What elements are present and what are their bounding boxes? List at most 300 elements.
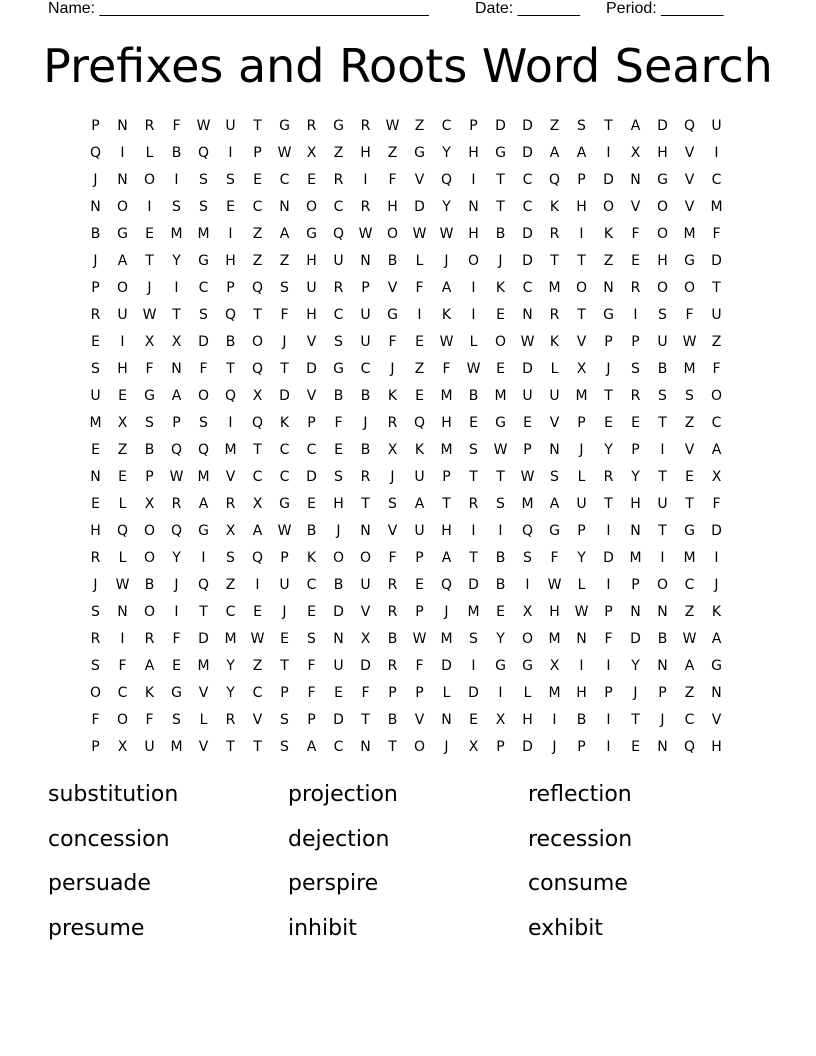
grid-letter: E: [415, 388, 424, 404]
grid-letter: X: [171, 334, 182, 350]
grid-letter: B: [171, 145, 182, 161]
grid-letter: K: [279, 415, 290, 431]
grid-letter: B: [360, 442, 371, 458]
grid-letter: K: [549, 199, 560, 215]
grid-letter: Z: [414, 118, 425, 134]
grid-letter: H: [522, 712, 533, 728]
grid-letter: C: [711, 415, 722, 431]
grid-letter: C: [252, 199, 263, 215]
grid-row: [82, 491, 732, 518]
grid-letter: D: [360, 658, 371, 674]
grid-letter: J: [147, 280, 152, 296]
grid-letter: W: [277, 523, 292, 539]
grid-letter: E: [91, 334, 100, 350]
grid-letter: O: [656, 577, 669, 593]
grid-letter: I: [498, 685, 503, 701]
grid-letter: X: [306, 145, 317, 161]
grid-letter: E: [307, 172, 316, 188]
grid-letter: L: [577, 469, 586, 485]
grid-letter: R: [603, 469, 614, 485]
grid-letter: I: [228, 226, 233, 242]
grid-letter: A: [117, 253, 128, 269]
grid-letter: W: [682, 631, 697, 647]
grid-letter: B: [144, 442, 155, 458]
grid-letter: N: [630, 172, 641, 188]
grid-letter: W: [439, 226, 454, 242]
grid-letter: U: [360, 307, 371, 323]
grid-letter: Y: [604, 442, 613, 458]
grid-letter: V: [549, 415, 560, 431]
grid-letter: I: [471, 172, 476, 188]
grid-letter: U: [360, 577, 371, 593]
grid-letter: O: [494, 334, 507, 350]
grid-letter: F: [415, 280, 424, 296]
grid-letter: O: [143, 604, 156, 620]
grid-letter: W: [250, 631, 265, 647]
grid-letter: F: [712, 226, 721, 242]
grid-letter: Q: [683, 739, 696, 755]
date-field: Date: _______: [475, 0, 580, 17]
grid-letter: E: [280, 631, 289, 647]
grid-letter: K: [549, 334, 560, 350]
grid-letter: X: [144, 334, 155, 350]
grid-letter: M: [629, 550, 642, 566]
grid-letter: E: [334, 442, 343, 458]
grid-letter: I: [417, 307, 422, 323]
grid-letter: W: [358, 226, 373, 242]
grid-letter: G: [144, 388, 155, 404]
word-list-item: exhibit: [528, 915, 603, 941]
grid-letter: H: [657, 253, 668, 269]
word-list-item: recession: [528, 826, 633, 852]
grid-letter: I: [174, 280, 179, 296]
grid-letter: U: [657, 334, 668, 350]
grid-letter: V: [684, 145, 695, 161]
grid-letter: C: [117, 685, 128, 701]
grid-letter: I: [471, 307, 476, 323]
grid-letter: S: [199, 172, 208, 188]
grid-letter: Q: [251, 280, 264, 296]
grid-letter: P: [226, 280, 235, 296]
grid-letter: A: [198, 496, 209, 512]
grid-letter: S: [307, 631, 316, 647]
grid-letter: F: [388, 550, 397, 566]
grid-letter: O: [359, 550, 372, 566]
grid-letter: E: [523, 415, 532, 431]
grid-letter: J: [606, 361, 611, 377]
grid-letter: F: [442, 361, 451, 377]
grid-letter: T: [280, 658, 289, 674]
grid-letter: Y: [442, 199, 451, 215]
grid-letter: C: [711, 172, 722, 188]
grid-letter: Y: [442, 145, 451, 161]
grid-letter: W: [412, 631, 427, 647]
grid-letter: N: [333, 631, 344, 647]
grid-letter: P: [577, 415, 586, 431]
word-list-item: inhibit: [288, 915, 357, 941]
grid-row: [82, 329, 732, 356]
grid-letter: I: [633, 307, 638, 323]
grid-letter: V: [198, 685, 209, 701]
grid-letter: L: [577, 577, 586, 593]
grid-letter: S: [145, 415, 154, 431]
grid-letter: K: [387, 388, 398, 404]
grid-letter: G: [495, 658, 506, 674]
grid-letter: D: [522, 118, 533, 134]
grid-letter: W: [520, 334, 535, 350]
grid-letter: A: [549, 145, 560, 161]
grid-letter: U: [333, 253, 344, 269]
grid-letter: M: [467, 604, 480, 620]
grid-letter: Q: [170, 523, 183, 539]
grid-letter: P: [307, 415, 316, 431]
grid-letter: F: [307, 658, 316, 674]
grid-letter: Q: [251, 415, 264, 431]
grid-letter: Q: [332, 226, 345, 242]
grid-letter: I: [255, 577, 260, 593]
grid-letter: W: [682, 334, 697, 350]
grid-letter: R: [90, 550, 101, 566]
grid-letter: I: [228, 415, 233, 431]
grid-letter: J: [633, 685, 638, 701]
grid-letter: G: [198, 523, 209, 539]
grid-letter: Q: [197, 442, 210, 458]
grid-letter: F: [145, 712, 154, 728]
grid-letter: W: [277, 145, 292, 161]
grid-row: [82, 545, 732, 572]
grid-letter: P: [388, 685, 397, 701]
grid-letter: J: [390, 361, 395, 377]
grid-letter: F: [361, 685, 370, 701]
grid-letter: E: [91, 442, 100, 458]
grid-letter: G: [684, 523, 695, 539]
grid-letter: G: [306, 226, 317, 242]
grid-letter: I: [120, 631, 125, 647]
grid-letter: X: [225, 523, 236, 539]
grid-letter: G: [495, 145, 506, 161]
grid-letter: T: [199, 604, 208, 620]
grid-letter: Z: [549, 118, 560, 134]
grid-letter: H: [441, 415, 452, 431]
grid-row: [82, 275, 732, 302]
grid-row: [82, 653, 732, 680]
grid-letter: E: [307, 604, 316, 620]
grid-letter: T: [361, 496, 370, 512]
grid-letter: M: [440, 388, 453, 404]
grid-letter: M: [683, 226, 696, 242]
grid-letter: X: [144, 496, 155, 512]
grid-letter: S: [334, 334, 343, 350]
grid-letter: C: [522, 280, 533, 296]
grid-letter: L: [550, 361, 559, 377]
grid-letter: I: [660, 550, 665, 566]
grid-letter: Z: [117, 442, 128, 458]
grid-letter: E: [172, 658, 181, 674]
grid-letter: M: [197, 658, 210, 674]
grid-letter: C: [225, 604, 236, 620]
grid-letter: E: [631, 415, 640, 431]
grid-letter: P: [631, 577, 640, 593]
grid-letter: J: [174, 577, 179, 593]
grid-letter: B: [90, 226, 101, 242]
grid-letter: P: [658, 685, 667, 701]
grid-letter: I: [120, 334, 125, 350]
grid-letter: T: [496, 469, 505, 485]
grid-letter: Q: [197, 577, 210, 593]
grid-letter: M: [548, 631, 561, 647]
grid-letter: M: [683, 361, 696, 377]
grid-letter: U: [657, 496, 668, 512]
grid-letter: R: [387, 604, 398, 620]
grid-letter: V: [387, 280, 398, 296]
grid-letter: D: [522, 361, 533, 377]
grid-letter: S: [280, 712, 289, 728]
grid-letter: D: [468, 577, 479, 593]
grid-letter: E: [307, 496, 316, 512]
grid-letter: W: [439, 334, 454, 350]
grid-letter: J: [363, 415, 368, 431]
grid-letter: P: [604, 685, 613, 701]
grid-letter: Q: [224, 388, 237, 404]
grid-letter: F: [145, 361, 154, 377]
grid-letter: B: [333, 577, 344, 593]
grid-letter: G: [279, 118, 290, 134]
word-list-item: reflection: [528, 782, 632, 807]
grid-letter: B: [387, 253, 398, 269]
grid-letter: F: [334, 415, 343, 431]
grid-letter: V: [306, 388, 317, 404]
grid-letter: N: [549, 442, 560, 458]
grid-letter: K: [306, 550, 317, 566]
grid-letter: T: [361, 712, 370, 728]
grid-letter: H: [333, 496, 344, 512]
grid-letter: N: [468, 199, 479, 215]
grid-letter: S: [550, 469, 559, 485]
grid-letter: E: [226, 199, 235, 215]
grid-letter: M: [89, 415, 102, 431]
grid-letter: C: [279, 442, 290, 458]
grid-letter: S: [658, 307, 667, 323]
word-list-item: substitution: [48, 782, 179, 807]
grid-letter: H: [360, 145, 371, 161]
grid-letter: M: [440, 442, 453, 458]
grid-letter: A: [441, 280, 452, 296]
grid-letter: Q: [521, 523, 534, 539]
grid-letter: G: [657, 172, 668, 188]
grid-letter: U: [711, 307, 722, 323]
grid-letter: L: [118, 550, 127, 566]
grid-letter: N: [117, 604, 128, 620]
grid-letter: Q: [224, 307, 237, 323]
grid-letter: M: [521, 496, 534, 512]
word-list-item: consume: [528, 871, 628, 896]
grid-letter: D: [333, 604, 344, 620]
grid-letter: O: [143, 523, 156, 539]
grid-letter: F: [550, 550, 559, 566]
grid-letter: Z: [333, 145, 344, 161]
grid-letter: G: [171, 685, 182, 701]
grid-letter: H: [576, 685, 587, 701]
grid-letter: R: [225, 496, 236, 512]
grid-row: [82, 626, 732, 653]
grid-letter: Y: [577, 550, 586, 566]
grid-letter: D: [630, 631, 641, 647]
grid-letter: P: [415, 604, 424, 620]
grid-letter: O: [656, 226, 669, 242]
grid-letter: B: [495, 226, 506, 242]
grid-row: [82, 383, 732, 410]
grid-row: [82, 680, 732, 707]
grid-letter: H: [117, 361, 128, 377]
grid-letter: E: [631, 739, 640, 755]
grid-letter: Y: [172, 253, 181, 269]
grid-letter: F: [172, 118, 181, 134]
grid-letter: D: [333, 712, 344, 728]
grid-letter: D: [711, 523, 722, 539]
grid-letter: E: [469, 415, 478, 431]
grid-letter: V: [630, 199, 641, 215]
grid-letter: V: [684, 199, 695, 215]
grid-letter: S: [280, 739, 289, 755]
grid-letter: R: [90, 307, 101, 323]
grid-letter: B: [360, 388, 371, 404]
grid-letter: R: [144, 631, 155, 647]
grid-letter: N: [630, 523, 641, 539]
grid-letter: O: [332, 550, 345, 566]
grid-letter: I: [147, 199, 152, 215]
grid-letter: B: [495, 550, 506, 566]
grid-letter: S: [199, 307, 208, 323]
grid-letter: O: [656, 199, 669, 215]
grid-letter: O: [143, 172, 156, 188]
grid-letter: S: [523, 550, 532, 566]
grid-letter: T: [253, 307, 262, 323]
grid-letter: D: [711, 253, 722, 269]
grid-letter: F: [388, 334, 397, 350]
word-search-grid: [82, 113, 732, 761]
grid-letter: D: [603, 550, 614, 566]
grid-letter: C: [684, 577, 695, 593]
grid-letter: N: [90, 469, 101, 485]
grid-letter: C: [279, 172, 290, 188]
grid-letter: B: [387, 631, 398, 647]
grid-letter: F: [604, 631, 613, 647]
grid-letter: G: [711, 658, 722, 674]
grid-letter: A: [279, 226, 290, 242]
grid-letter: S: [226, 172, 235, 188]
grid-letter: K: [711, 604, 722, 620]
grid-letter: S: [658, 388, 667, 404]
grid-letter: I: [606, 523, 611, 539]
grid-letter: I: [606, 739, 611, 755]
grid-letter: J: [444, 604, 449, 620]
grid-letter: V: [414, 712, 425, 728]
grid-letter: H: [576, 199, 587, 215]
grid-letter: R: [225, 712, 236, 728]
grid-letter: X: [117, 415, 128, 431]
word-list-item: persuade: [48, 871, 151, 896]
grid-letter: Q: [548, 172, 561, 188]
grid-letter: S: [388, 496, 397, 512]
grid-letter: P: [631, 334, 640, 350]
grid-letter: O: [116, 712, 129, 728]
grid-letter: P: [91, 280, 100, 296]
grid-letter: N: [171, 361, 182, 377]
grid-letter: F: [685, 307, 694, 323]
grid-letter: R: [387, 577, 398, 593]
grid-letter: M: [224, 442, 237, 458]
grid-letter: M: [224, 631, 237, 647]
grid-letter: N: [360, 739, 371, 755]
grid-letter: F: [91, 712, 100, 728]
grid-letter: O: [305, 199, 318, 215]
grid-letter: P: [577, 172, 586, 188]
grid-letter: N: [657, 658, 668, 674]
grid-letter: D: [603, 172, 614, 188]
grid-letter: I: [174, 172, 179, 188]
grid-letter: T: [577, 253, 586, 269]
grid-letter: U: [549, 388, 560, 404]
grid-letter: M: [710, 199, 723, 215]
grid-letter: Q: [116, 523, 129, 539]
grid-letter: Q: [197, 145, 210, 161]
grid-letter: X: [117, 739, 128, 755]
grid-letter: J: [93, 172, 98, 188]
grid-letter: U: [711, 118, 722, 134]
grid-letter: T: [685, 496, 694, 512]
grid-letter: W: [169, 469, 184, 485]
word-list-item: dejection: [288, 826, 390, 852]
grid-letter: T: [550, 253, 559, 269]
word-list-item: perspire: [288, 871, 379, 896]
grid-letter: D: [468, 685, 479, 701]
grid-letter: V: [387, 523, 398, 539]
page-title: Prefixes and Roots Word Search: [43, 39, 773, 93]
grid-letter: I: [201, 550, 206, 566]
grid-letter: O: [467, 253, 480, 269]
grid-row: [82, 437, 732, 464]
grid-letter: D: [279, 388, 290, 404]
grid-letter: T: [253, 118, 262, 134]
grid-letter: M: [440, 631, 453, 647]
grid-letter: M: [683, 550, 696, 566]
grid-letter: S: [91, 658, 100, 674]
grid-letter: H: [657, 145, 668, 161]
grid-letter: Y: [496, 631, 505, 647]
grid-letter: V: [306, 334, 317, 350]
grid-letter: E: [91, 496, 100, 512]
grid-letter: P: [145, 469, 154, 485]
grid-letter: U: [279, 577, 290, 593]
grid-letter: X: [711, 469, 722, 485]
grid-letter: V: [711, 712, 722, 728]
grid-letter: A: [549, 496, 560, 512]
grid-letter: C: [333, 739, 344, 755]
grid-letter: O: [116, 199, 129, 215]
grid-letter: P: [172, 415, 181, 431]
grid-letter: R: [630, 280, 641, 296]
grid-letter: G: [333, 361, 344, 377]
grid-letter: U: [522, 388, 533, 404]
grid-letter: W: [385, 118, 400, 134]
grid-letter: T: [226, 739, 235, 755]
grid-letter: T: [658, 469, 667, 485]
grid-letter: P: [361, 280, 370, 296]
grid-letter: H: [387, 199, 398, 215]
grid-letter: U: [117, 307, 128, 323]
grid-letter: S: [226, 550, 235, 566]
grid-letter: M: [197, 469, 210, 485]
